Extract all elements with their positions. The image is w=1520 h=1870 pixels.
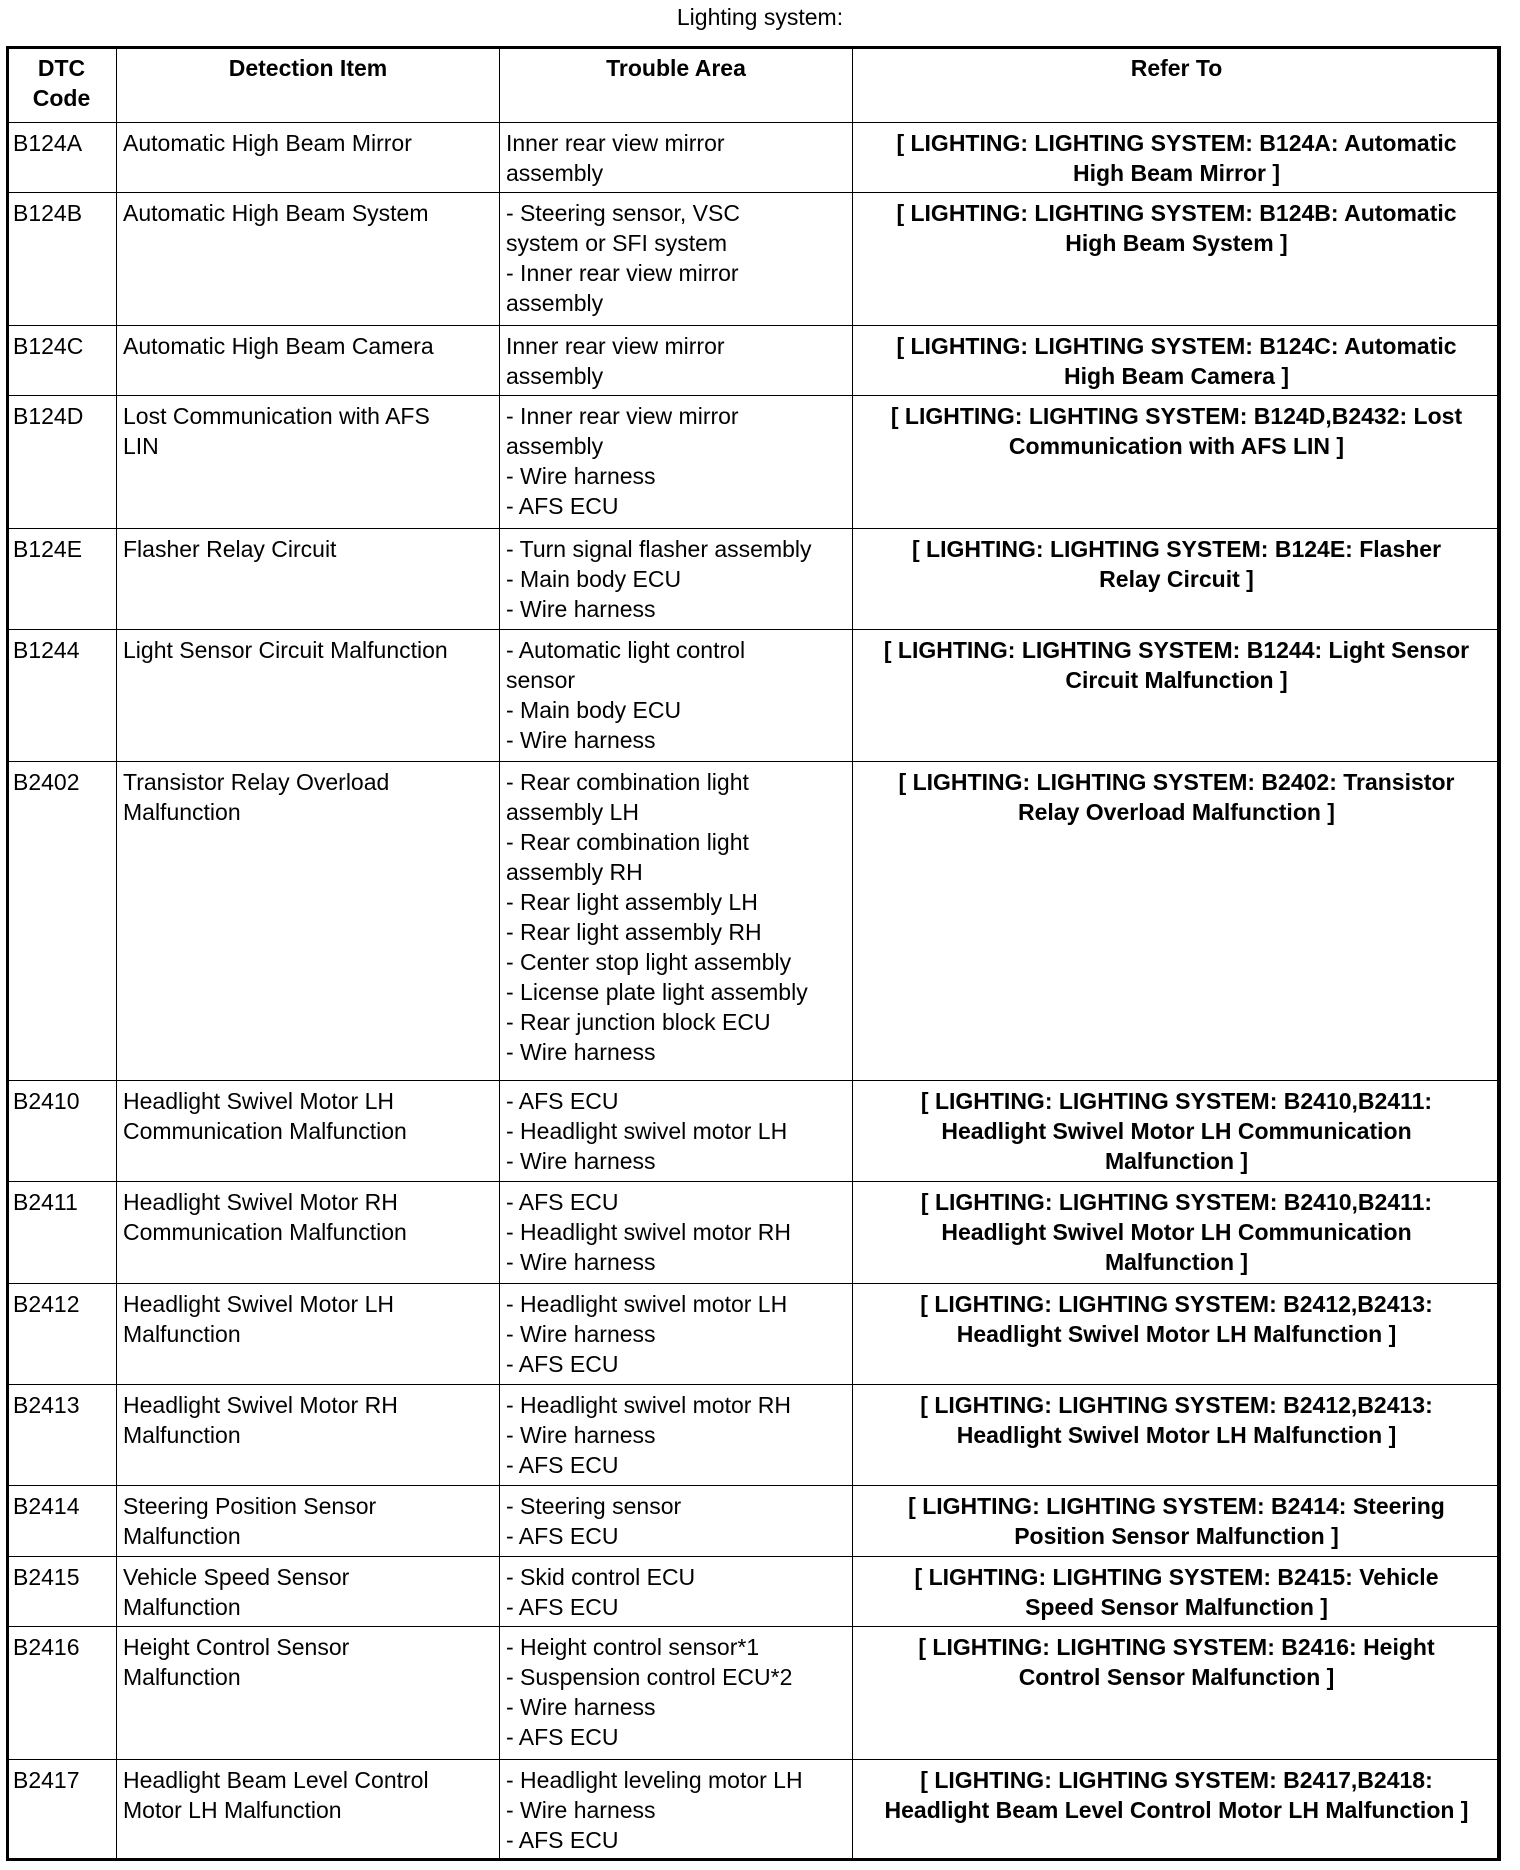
dtc-code-cell: B2414 — [7, 1486, 117, 1556]
refer-to-link-line[interactable]: [ LIGHTING: LIGHTING SYSTEM: B2416: Height — [918, 1634, 1435, 1661]
detection-item-line: Height Control Sensor — [123, 1634, 350, 1661]
refer-to-link-line[interactable]: [ LIGHTING: LIGHTING SYSTEM: B2410,B2411: — [920, 1087, 1433, 1114]
detection-item-line: Headlight Beam Level Control — [123, 1766, 429, 1793]
detection-item-line: Automatic High Beam System — [123, 200, 429, 227]
trouble-area-line: - Headlight swivel motor RH — [506, 1392, 792, 1419]
trouble-area-line: - Automatic light control — [506, 636, 746, 663]
refer-to-link-line[interactable]: [ LIGHTING: LIGHTING SYSTEM: B124B: Automatic — [896, 200, 1457, 227]
refer-to-link-line[interactable]: [ LIGHTING: LIGHTING SYSTEM: B2412,B2413: — [920, 1392, 1433, 1419]
detection-item-line: Automatic High Beam Camera — [123, 332, 434, 359]
refer-to-link-line[interactable]: [ LIGHTING: LIGHTING SYSTEM: B2417,B2418: — [920, 1766, 1433, 1793]
refer-to-link-line[interactable]: [ LIGHTING: LIGHTING SYSTEM: B124E: Flasher — [911, 535, 1442, 562]
refer-to-link-line[interactable]: Relay Overload Malfunction ] — [1018, 799, 1335, 826]
detection-item-line: Transistor Relay Overload — [123, 769, 390, 796]
trouble-area-line: - Skid control ECU — [506, 1563, 696, 1590]
refer-to-link-line[interactable]: [ LIGHTING: LIGHTING SYSTEM: B2402: Transistor — [898, 769, 1455, 796]
detection-item-line: Headlight Swivel Motor RH — [123, 1392, 398, 1419]
refer-to-link-line[interactable]: [ LIGHTING: LIGHTING SYSTEM: B2415: Vehicle — [914, 1563, 1439, 1590]
refer-to-link-line[interactable]: Malfunction ] — [1104, 1147, 1249, 1174]
trouble-area-line: - Wire harness — [506, 1422, 656, 1449]
detection-item-line: Vehicle Speed Sensor — [123, 1563, 350, 1590]
dtc-code-cell: B2412 — [7, 1283, 117, 1384]
trouble-area-line: - AFS ECU — [506, 1724, 619, 1751]
header-trouble-area: Trouble Area — [500, 47, 853, 123]
trouble-area-line: - Rear light assembly RH — [506, 919, 762, 946]
header-dtc-code-line2: Code — [32, 85, 91, 111]
trouble-area-line: - Wire harness — [506, 1039, 656, 1066]
detection-item-line: Steering Position Sensor — [123, 1493, 377, 1520]
trouble-area-line: - Turn signal flasher assembly — [506, 535, 812, 562]
table-outer-border — [6, 46, 1500, 1861]
header-detection-item: Detection Item — [117, 47, 500, 123]
trouble-area-line: - Wire harness — [506, 1147, 656, 1174]
trouble-area-line: - Center stop light assembly — [506, 949, 792, 976]
trouble-area-line: - Height control sensor*1 — [506, 1634, 760, 1661]
trouble-area-line: - Wire harness — [506, 1694, 656, 1721]
trouble-area-line: assembly — [506, 362, 604, 389]
dtc-code-cell: B2415 — [7, 1556, 117, 1626]
trouble-area-line: - Headlight leveling motor LH — [506, 1766, 803, 1793]
detection-item-line: Malfunction — [123, 1422, 241, 1449]
detection-item-line: Malfunction — [123, 1320, 241, 1347]
trouble-area-line: - Wire harness — [506, 595, 656, 622]
refer-to-link-line[interactable]: Headlight Swivel Motor LH Malfunction ] — [956, 1422, 1397, 1449]
refer-to-link-line[interactable]: Headlight Swivel Motor LH Communication — [941, 1219, 1412, 1246]
detection-item-line: Malfunction — [123, 1523, 241, 1550]
detection-item-line: Headlight Swivel Motor LH — [123, 1087, 395, 1114]
refer-to-link-line[interactable]: [ LIGHTING: LIGHTING SYSTEM: B2414: Steering — [908, 1493, 1445, 1520]
trouble-area-line: - AFS ECU — [506, 1189, 619, 1216]
trouble-area-line: - AFS ECU — [506, 1826, 619, 1853]
dtc-code-cell: B124A — [7, 123, 117, 193]
header-refer-to: Refer To — [853, 47, 1501, 123]
trouble-area-line: - Headlight swivel motor LH — [506, 1117, 788, 1144]
trouble-area-line: - Rear combination light — [506, 829, 749, 856]
trouble-area-line: system or SFI system — [506, 230, 728, 257]
refer-to-link-line[interactable]: Headlight Swivel Motor LH Communication — [941, 1117, 1412, 1144]
trouble-area-line: - Inner rear view mirror — [506, 403, 739, 430]
trouble-area-line: - Inner rear view mirror — [506, 260, 739, 287]
trouble-area-line: - Rear combination light — [506, 769, 749, 796]
trouble-area-line: assembly — [506, 160, 604, 186]
trouble-area-line: - Wire harness — [506, 1796, 656, 1823]
dtc-code-cell: B124B — [7, 193, 117, 325]
trouble-area-line: - Steering sensor — [506, 1493, 682, 1520]
refer-to-link-line[interactable]: Headlight Beam Level Control Motor LH Malfunction ] — [884, 1796, 1469, 1823]
refer-to-link-line[interactable]: Circuit Malfunction ] — [1065, 666, 1288, 693]
detection-item-line: Communication Malfunction — [123, 1219, 407, 1246]
dtc-code-cell: B124D — [7, 396, 117, 528]
trouble-area-line: - Main body ECU — [506, 565, 682, 592]
dtc-code-cell: B124C — [7, 325, 117, 395]
trouble-area-line: - Rear junction block ECU — [506, 1009, 771, 1036]
refer-to-link-line[interactable]: High Beam Camera ] — [1064, 362, 1289, 389]
trouble-area-line: - Steering sensor, VSC — [506, 200, 740, 227]
trouble-area-line: - AFS ECU — [506, 1087, 619, 1114]
trouble-area-line: - AFS ECU — [506, 1452, 619, 1479]
detection-item-line: Motor LH Malfunction — [123, 1796, 342, 1823]
dtc-code-cell: B2410 — [7, 1080, 117, 1181]
detection-item-line: Malfunction — [123, 799, 241, 826]
refer-to-link-line[interactable]: Control Sensor Malfunction ] — [1018, 1664, 1335, 1691]
refer-to-link-line[interactable]: [ LIGHTING: LIGHTING SYSTEM: B1244: Light Sensor — [883, 636, 1470, 663]
refer-to-link-line[interactable]: Communication with AFS LIN ] — [1008, 433, 1345, 460]
trouble-area-line: - AFS ECU — [506, 1350, 619, 1377]
trouble-area-line: assembly RH — [506, 859, 643, 886]
trouble-area-line: - Suspension control ECU*2 — [506, 1664, 793, 1691]
detection-item-line: Malfunction — [123, 1593, 241, 1620]
trouble-area-line: assembly — [506, 433, 604, 460]
refer-to-link-line[interactable]: [ LIGHTING: LIGHTING SYSTEM: B2410,B2411: — [920, 1189, 1433, 1216]
trouble-area-line: Inner rear view mirror — [506, 332, 725, 359]
refer-to-link-line[interactable]: [ LIGHTING: LIGHTING SYSTEM: B124D,B2432: Lost — [890, 403, 1463, 430]
detection-item-line: Malfunction — [123, 1664, 241, 1691]
trouble-area-line: - AFS ECU — [506, 1523, 619, 1550]
trouble-area-line: - Wire harness — [506, 726, 656, 753]
header-dtc-code-line1: DTC — [37, 55, 86, 81]
trouble-area-line: Inner rear view mirror — [506, 130, 725, 156]
trouble-area-line: - Headlight swivel motor LH — [506, 1290, 788, 1317]
refer-to-link-line[interactable]: Relay Circuit ] — [1099, 565, 1254, 592]
refer-to-link-line[interactable]: Headlight Swivel Motor LH Malfunction ] — [956, 1320, 1397, 1347]
dtc-code-cell: B2402 — [7, 762, 117, 1081]
refer-to-link-line[interactable]: [ LIGHTING: LIGHTING SYSTEM: B124A: Automatic — [896, 130, 1457, 156]
refer-to-link-line[interactable]: [ LIGHTING: LIGHTING SYSTEM: B2412,B2413: — [920, 1290, 1433, 1317]
detection-item-line: Light Sensor Circuit Malfunction — [123, 636, 448, 663]
trouble-area-line: assembly — [506, 290, 604, 317]
trouble-area-line: - AFS ECU — [506, 1593, 619, 1620]
dtc-code-cell: B2416 — [7, 1627, 117, 1759]
refer-to-link-line[interactable]: High Beam System ] — [1065, 230, 1288, 257]
trouble-area-line: - Wire harness — [506, 463, 656, 490]
trouble-area-line: - Main body ECU — [506, 696, 682, 723]
trouble-area-line: - Wire harness — [506, 1249, 656, 1276]
dtc-code-cell: B2411 — [7, 1182, 117, 1283]
table-caption: Lighting system: — [676, 4, 844, 30]
trouble-area-line: sensor — [506, 666, 576, 693]
refer-to-link-line[interactable]: High Beam Mirror ] — [1072, 160, 1281, 186]
trouble-area-line: - Wire harness — [506, 1320, 656, 1347]
detection-item-line: Lost Communication with AFS — [123, 403, 430, 430]
dtc-code-cell: B2413 — [7, 1385, 117, 1486]
trouble-area-line: - License plate light assembly — [506, 979, 808, 1006]
trouble-area-line: - Headlight swivel motor RH — [506, 1219, 792, 1246]
detection-item-line: Headlight Swivel Motor RH — [123, 1189, 398, 1216]
trouble-area-line: - AFS ECU — [506, 493, 619, 520]
detection-item-line: Communication Malfunction — [123, 1117, 407, 1144]
refer-to-link-line[interactable]: Malfunction ] — [1104, 1249, 1249, 1276]
dtc-code-cell: B124E — [7, 528, 117, 629]
dtc-code-cell: B2417 — [7, 1759, 117, 1861]
detection-item-line: Flasher Relay Circuit — [123, 535, 337, 562]
dtc-code-cell: B1244 — [7, 629, 117, 761]
detection-item-line: LIN — [123, 433, 159, 460]
trouble-area-line: - Rear light assembly LH — [506, 889, 758, 916]
detection-item-line: Headlight Swivel Motor LH — [123, 1290, 395, 1317]
trouble-area-line: assembly LH — [506, 799, 639, 826]
refer-to-link-line[interactable]: Position Sensor Malfunction ] — [1014, 1523, 1339, 1550]
detection-item-line: Automatic High Beam Mirror — [123, 130, 412, 156]
refer-to-link-line[interactable]: Speed Sensor Malfunction ] — [1025, 1593, 1328, 1620]
refer-to-link-line[interactable]: [ LIGHTING: LIGHTING SYSTEM: B124C: Automatic — [896, 332, 1457, 359]
